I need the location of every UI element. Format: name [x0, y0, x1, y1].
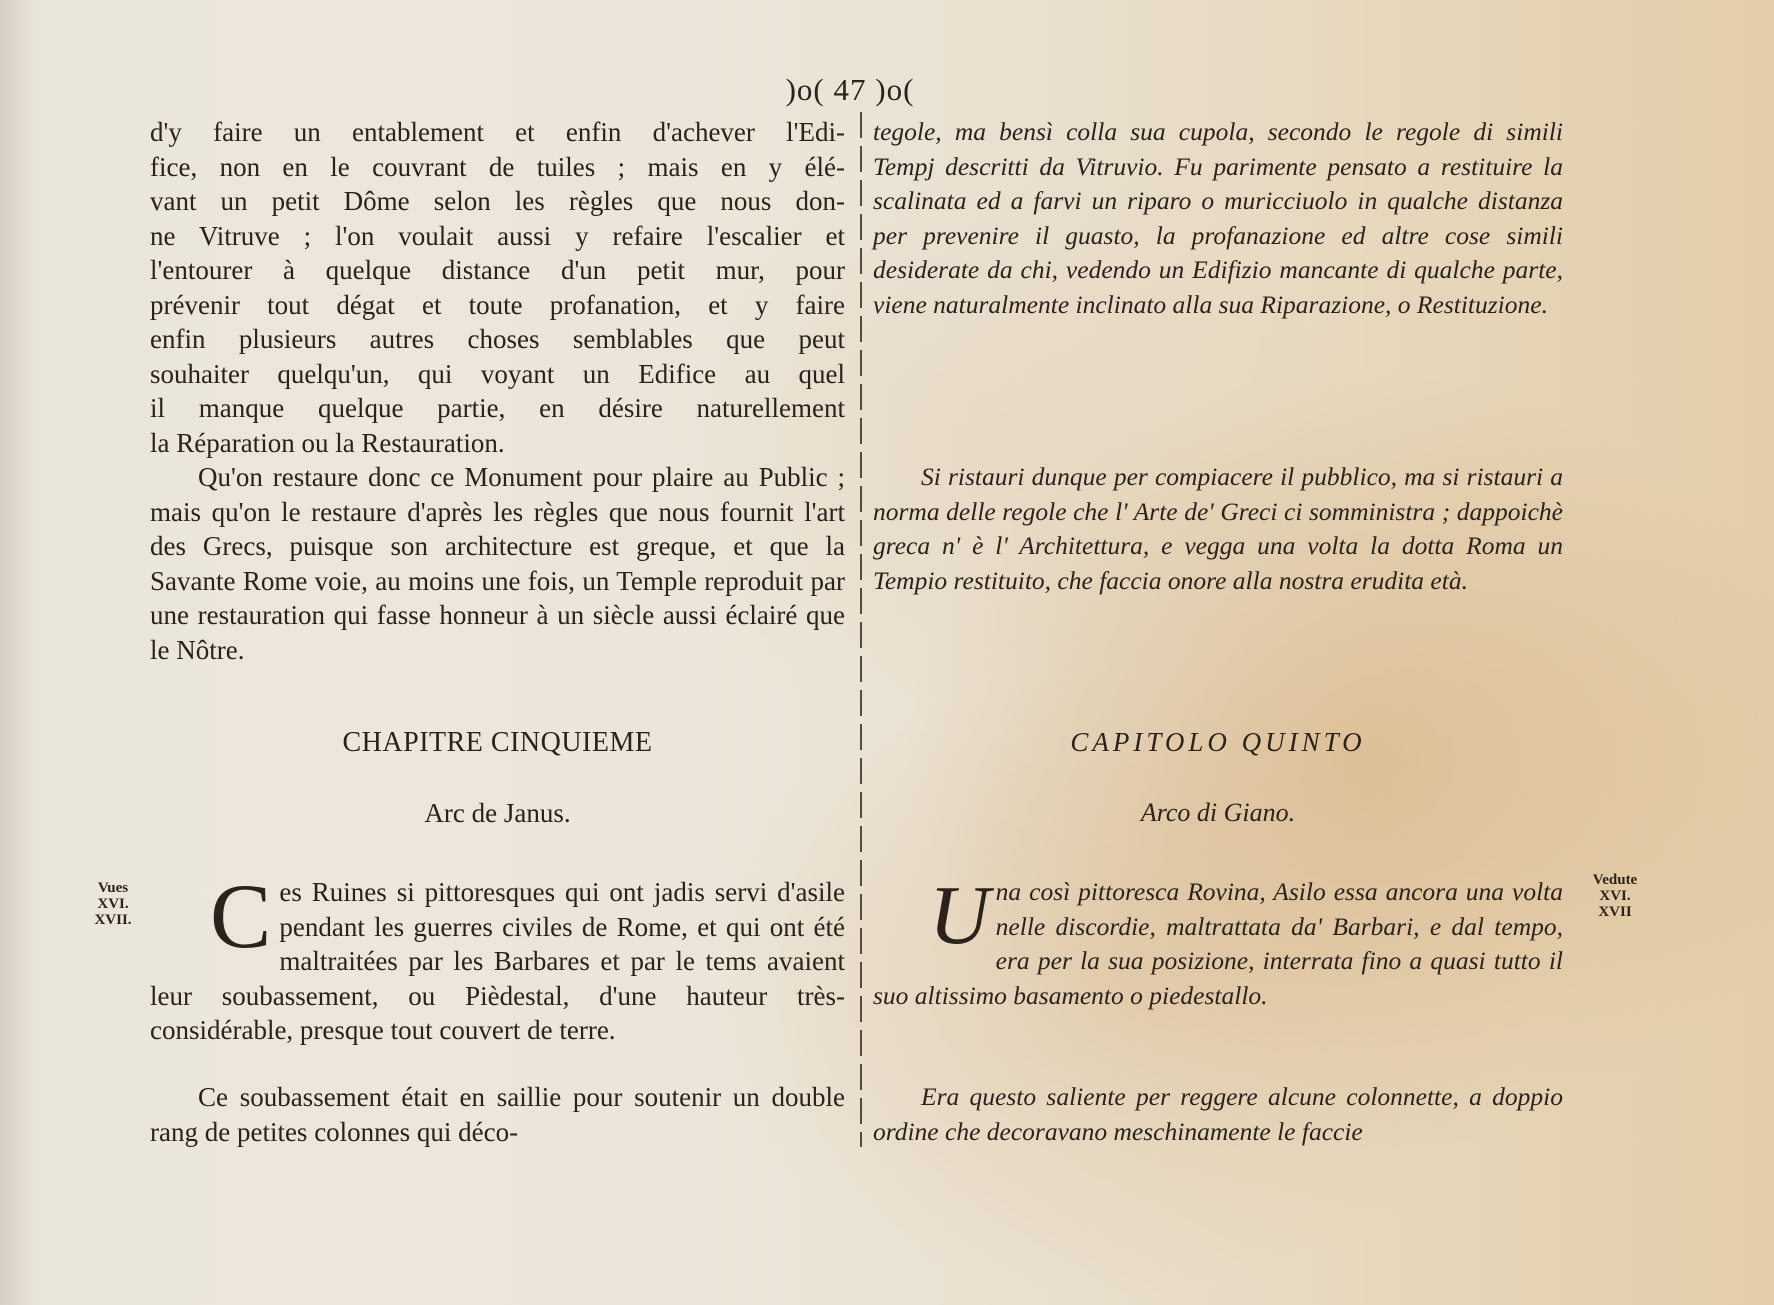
french-line-6: prévenir tout dégat et toute profanation, et y faire	[150, 289, 845, 320]
italian-paragraph-2: Si ristauri dunque per compiacere il pubblico, ma si ristauri a norma delle regole che l' Arte de' Greci ci somministra ; dappoichè greca n' è l' Architettura, e vegga una volta la dotta Roma un Tempio restituito, che faccia onore alla nostra erudita età.	[873, 462, 1563, 595]
column-divider	[860, 112, 862, 1147]
french-dropcap: C	[210, 865, 272, 967]
italian-margin-note-line-1: Vedute	[1592, 872, 1638, 888]
french-chapter-title: CHAPITRE CINQUIEME	[342, 727, 653, 758]
italian-paragraph-1: tegole, ma bensì colla sua cupola, secondo le regole di simili Tempj descritti da Vitruvio. Fu parimente pensato a restituire la scalinata ed a farvi un riparo o muricciuolo in qualche distanza per prevenire il guasto, la profanazione ed altre cose simili desiderate da chi, vedendo un Edifizio mancante di qualche parte, viene naturalmente inclinato alla sua Riparazione, o Restituzione.	[873, 117, 1563, 319]
french-paragraph-3	[150, 865, 845, 1048]
french-line-5: l'entourer à quelque distance d'un petit mur, pour	[150, 255, 845, 285]
french-margin-note-line-3: XVII.	[94, 912, 132, 928]
italian-chapter-subtitle: Arco di Giano.	[1140, 798, 1296, 827]
page-number: )o( 47 )o(	[785, 72, 915, 107]
french-line-2: fice, non en le couvrant de tuiles ; mais en y élé-	[150, 151, 845, 182]
french-paragraph-2: Qu'on restaure donc ce Monument pour plaire au Public ; mais qu'on le restaure d'après les règles que nous fournit l'art des Grecs, puisque son architecture est greque, et que la Savante Rome voie, au moins une fois, un Temple reproduit par une restauration qui fasse honneur à un siècle aussi éclairé que le Nôtre.	[150, 462, 845, 665]
french-paragraph-4: Ce soubassement était en saillie pour soutenir un double rang de petites colonnes qui déco-	[150, 1082, 845, 1147]
italian-dropcap: U	[929, 869, 990, 962]
french-line-4: ne Vitruve ; l'on voulait aussi y refaire l'escalier et	[150, 220, 845, 251]
italian-margin-note-line-3: XVII	[1598, 904, 1632, 920]
french-line-10: la Réparation ou la Restauration.	[150, 427, 505, 458]
french-line-7: enfin plusieurs autres choses semblables que peut	[150, 324, 845, 354]
french-margin-note-line-1: Vues	[97, 880, 129, 896]
french-margin-note-line-2: XVI.	[97, 896, 129, 912]
italian-chapter-title: CAPITOLO QUINTO	[1070, 727, 1366, 757]
french-line-8: souhaiter quelqu'un, qui voyant un Edifice au quel	[150, 358, 845, 389]
french-line-3: vant un petit Dôme selon les règles que nous don-	[150, 186, 845, 216]
italian-paragraph-3	[873, 869, 1563, 1013]
italian-paragraph-4: Era questo saliente per reggere alcune colonnette, a doppio ordine che decoravano meschinamente le faccie	[873, 1082, 1563, 1146]
french-paragraph-3-text: es Ruines si pittoresques qui ont jadis servi d'asile pendant les guerres civiles de Rome, et qui ont été maltraitées par les Barbares et par le tems avaient leur soubassement, ou Pièdestal, d'une hauteur très-considérable, presque tout couvert de terre.	[150, 877, 845, 1045]
italian-margin-note	[1582, 872, 1648, 920]
french-line-9: il manque quelque partie, en désire naturellement	[150, 393, 845, 423]
french-line-1: d'y faire un entablement et enfin d'achever l'Edi-	[150, 117, 845, 147]
french-margin-note	[88, 880, 138, 928]
french-paragraph-1	[150, 115, 845, 460]
italian-paragraph-3-text: na così pittoresca Rovina, Asilo essa ancora una volta nelle discordie, maltrattata da' Barbari, e dal tempo, era per la sua posizione, interrata fino a quasi tutto il suo altissimo basamento o piedestallo.	[873, 877, 1563, 1010]
italian-margin-note-line-2: XVI.	[1599, 888, 1631, 904]
french-chapter-subtitle: Arc de Janus.	[424, 798, 571, 828]
